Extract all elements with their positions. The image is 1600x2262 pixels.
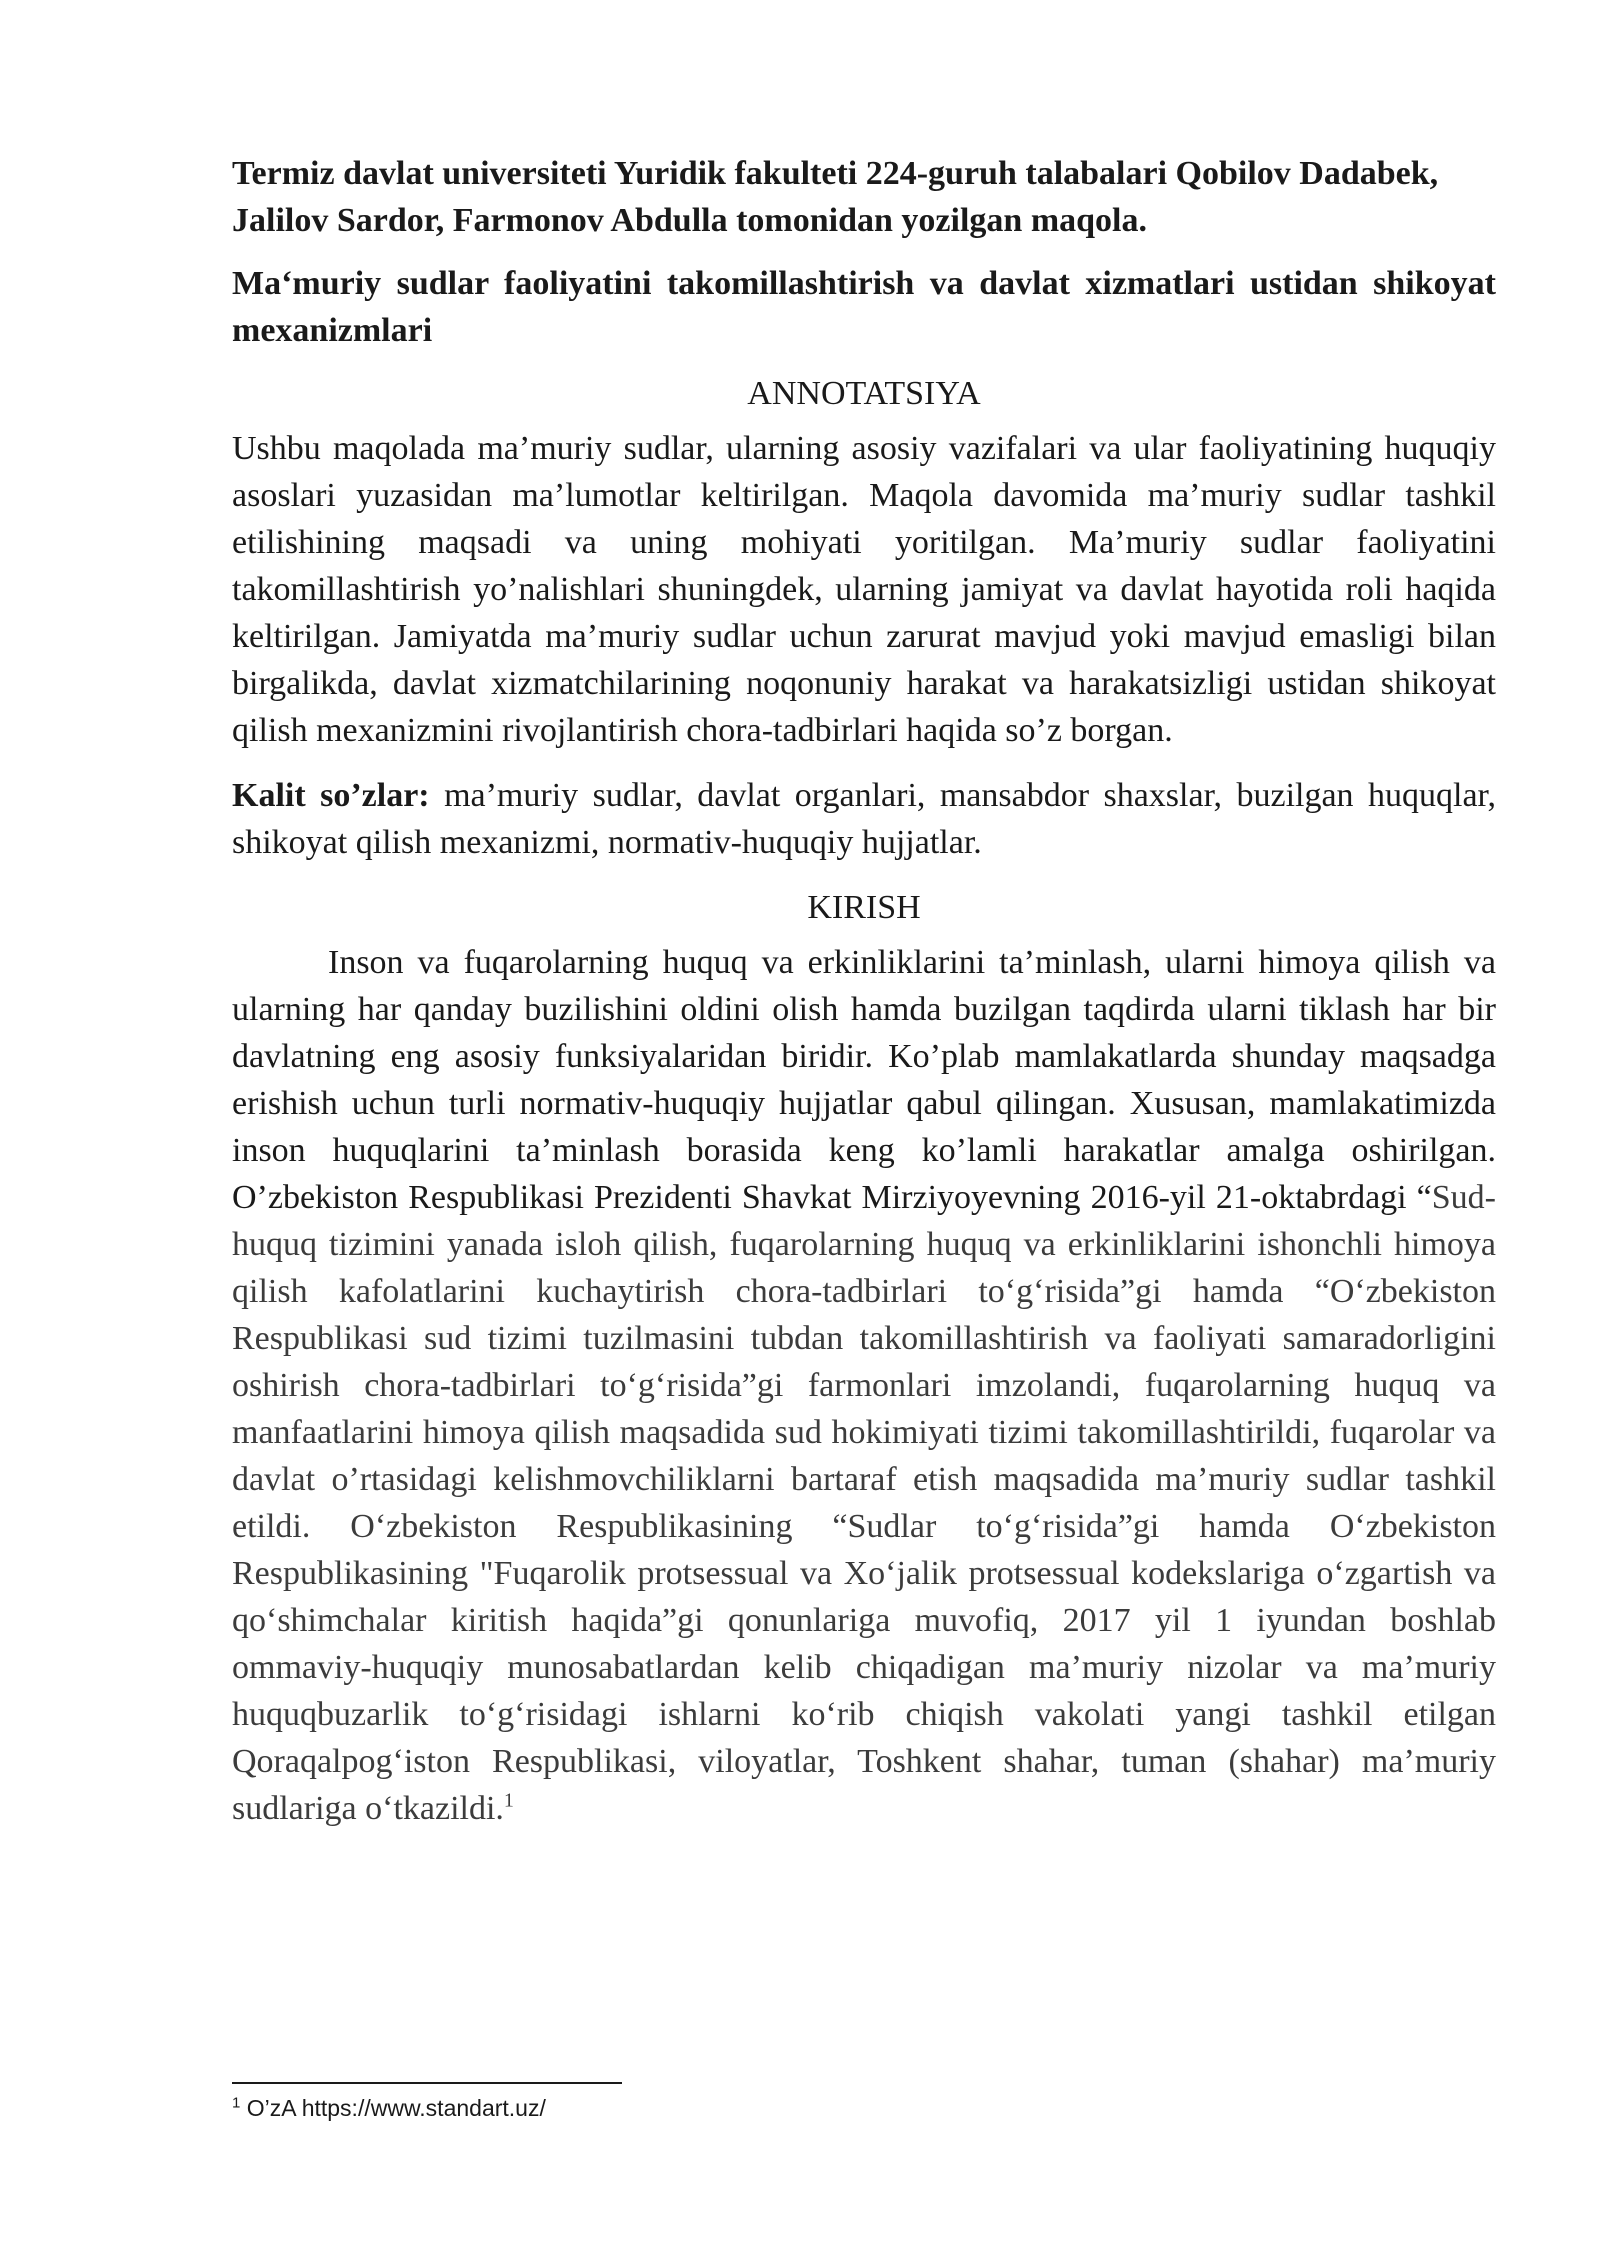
introduction-text-quoted: Sud-huquq tizimini yanada isloh qilish, fuqarolarning huquq va erkinliklarini ishonchli himoya qilish kafolatlarini kuchaytirish chora-tadbirlari to‘g‘risida”gi hamda “O‘zbekiston Respublikasi sud tizimi tuzilmasini tubdan takomillashtirish va faoliyati samaradorligini oshirish chora-tadbirlari to‘g‘risida”gi farmonlari imzolandi, fuqarolarning huquq va manfaatlarini himoya qilish maqsadida sud hokimiyati tizimi takomillashtirildi, fuqarolar va davlat o’rtasidagi kelishmovchiliklarni bartaraf etish maqsadida ma’muriy sudlar tashkil etildi. O‘zbekiston Respublikasining “Sudlar to‘g‘risida”gi hamda O‘zbekiston Respublikasining "Fuqarolik protsessual va Xo‘jalik protsessual kodekslariga o‘zgartish va qo‘shimchalar kiritish haqida”gi qonunlariga muvofiq, 2017 yil 1 iyundan boshlab ommaviy-huquqiy munosabatlardan kelib chiqadigan ma’muriy nizolar va ma’muriy huquqbuzarlik to‘g‘risidagi ishlarni ko‘rib chiqish vakolati yangi tashkil etilgan Qoraqalpog‘iston Respublikasi, viloyatlar, Toshkent shahar, tuman (shahar) ma’muriy sudlariga o‘tkazildi. [232, 1179, 1496, 1827]
introduction-text-intro: Inson va fuqarolarning huquq va erkinliklarini ta’minlash, ularni himoya qilish va ularning har qanday buzilishini oldini olish hamda buzilgan taqdirda ularni tiklash har bir davlatning eng asosiy funksiyalaridan biridir. Ko’plab mamlakatlarda shunday maqsadga erishish uchun turli normativ-huquqiy hujjatlar qabul qilingan. Xususan, mamlakatimizda inson huquqlarini ta’minlash borasida keng ko’lamli harakatlar amalga oshirilgan. O’zbekiston Respublikasi Prezidenti Shavkat Mirziyoyevning 2016-yil 21-oktabrdagi “ [232, 944, 1496, 1216]
introduction-text [232, 939, 1496, 1832]
article-title: Ma‘muriy sudlar faoliyatini takomillashtirish va davlat xizmatlari ustidan shikoyat mexanizmlari [232, 265, 1496, 349]
page-content [232, 150, 1496, 1850]
footnote-number: 1 [232, 2094, 241, 2112]
introduction-heading: KIRISH [807, 889, 921, 926]
footnote [232, 2092, 546, 2124]
footnote-separator [232, 2082, 622, 2084]
authors-line: Termiz davlat universiteti Yuridik fakulteti 224-guruh talabalari Qobilov Dadabek, Jalilov Sardor, Farmonov Abdulla tomonidan yozilgan maqola. [232, 155, 1439, 239]
footnote-reference[interactable]: 1 [503, 1789, 514, 1812]
keywords-paragraph [232, 772, 1496, 866]
keywords-label: Kalit so’zlar: [232, 777, 430, 814]
annotation-heading: ANNOTATSIYA [747, 375, 981, 412]
footnote-text: O’zA https://www.standart.uz/ [240, 2095, 546, 2121]
keywords-text: ma’muriy sudlar, davlat organlari, mansabdor shaxslar, buzilgan huquqlar, shikoyat qilish mexanizmi, normativ-huquqiy hujjatlar. [232, 777, 1496, 861]
annotation-text: Ushbu maqolada ma’muriy sudlar, ularning asosiy vazifalari va ular faoliyatining huquqiy asoslari yuzasidan ma’lumotlar keltirilgan. Maqola davomida ma’muriy sudlar tashkil etilishining maqsadi va uning mohiyati yoritilgan. Ma’muriy sudlar faoliyatini takomillashtirish yo’nalishlari shuningdek, ularning jamiyat va davlat hayotida roli haqida keltirilgan. Jamiyatda ma’muriy sudlar uchun zarurat mavjud yoki mavjud emasligi bilan birgalikda, davlat xizmatchilarining noqonuniy harakat va harakatsizligi ustidan shikoyat qilish mexanizmini rivojlantirish chora-tadbirlari haqida so’z borgan. [232, 430, 1496, 749]
